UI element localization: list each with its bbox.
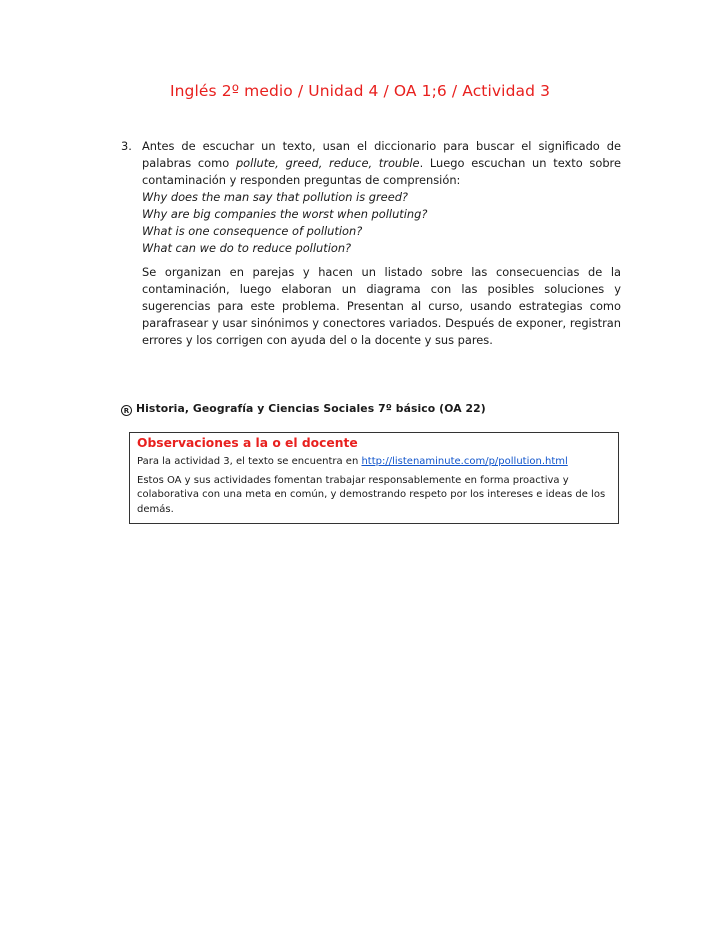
activity-item bbox=[121, 138, 621, 349]
activity-number: 3. bbox=[121, 139, 132, 153]
cross-reference bbox=[121, 402, 486, 416]
observations-line-1-text: Para la actividad 3, el texto se encuentra en bbox=[137, 456, 362, 467]
pollution-text-link[interactable]: http://listenaminute.com/p/pollution.html bbox=[361, 456, 568, 467]
activity-intro bbox=[142, 138, 621, 189]
observations-heading: Observaciones a la o el docente bbox=[137, 436, 358, 450]
observations-line-2: Estos OA y sus actividades fomentan trabajar responsablemente en forma proactiva y colaborativa con una meta en común, y demostrando respeto por los intereses e ideas de los demás. bbox=[137, 474, 606, 515]
activity-body bbox=[142, 138, 621, 349]
page-title: Inglés 2º medio / Unidad 4 / OA 1;6 / Actividad 3 bbox=[169, 82, 551, 100]
observations-line-1 bbox=[137, 455, 611, 470]
cross-reference-text: Historia, Geografía y Ciencias Sociales 7º básico (OA 22) bbox=[136, 402, 486, 415]
question-3: What is one consequence of pollution? bbox=[142, 224, 363, 238]
vocab-words: pollute, greed, reduce, trouble bbox=[235, 156, 420, 170]
question-1: Why does the man say that pollution is greed? bbox=[142, 190, 408, 204]
registered-circle-icon: R bbox=[121, 405, 132, 416]
activity-paragraph: Se organizan en parejas y hacen un listado sobre las consecuencias de la contaminación, luego elaboran un diagrama con las posibles soluciones y sugerencias para este problema. Presentan al curso, usando estrategias como parafrasear y usar sinónimos y conectores variados. Después de exponer, registran errores y los corrigen con ayuda del o la docente y sus pares. bbox=[142, 265, 621, 347]
teacher-observations-box bbox=[129, 432, 619, 524]
question-2: Why are big companies the worst when polluting? bbox=[142, 207, 428, 221]
question-4: What can we do to reduce pollution? bbox=[142, 241, 352, 255]
intro-text: Antes de escuchar un texto, usan el diccionario para buscar el significado de palabras como bbox=[142, 139, 621, 170]
intro-text-continued: . Luego escuchan un texto sobre contaminación y responden preguntas de comprensión: bbox=[142, 156, 621, 187]
